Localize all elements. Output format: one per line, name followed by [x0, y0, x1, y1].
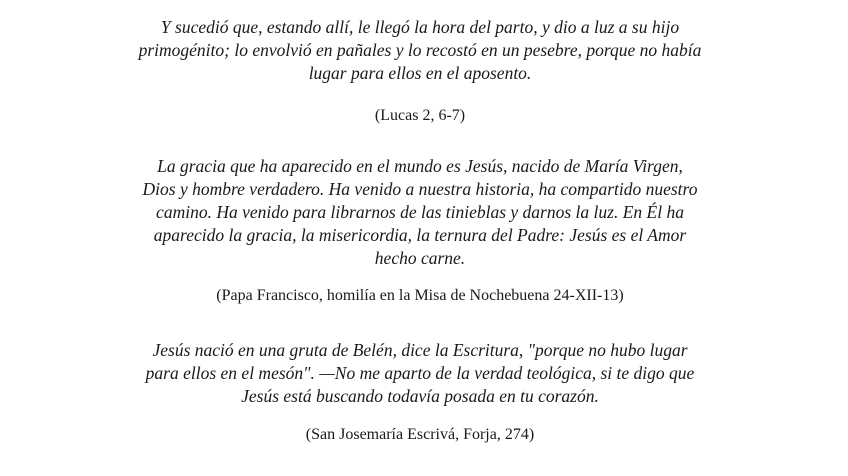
- quote-line: aparecido la gracia, la misericordia, la ternura del Padre: Jesús es el Amor: [153, 225, 687, 245]
- citation-escriva: (San Josemaría Escrivá, Forja, 274): [305, 426, 535, 443]
- quote-line: La gracia que ha aparecido en el mundo es Jesús, nacido de María Virgen,: [157, 156, 683, 176]
- quote-papa-francisco: [90, 155, 750, 270]
- quote-escriva: [90, 339, 750, 408]
- quote-line: para ellos en el mesón". —No me aparto de la verdad teológica, si te digo que: [145, 363, 695, 383]
- quote-line: Jesús está buscando todavía posada en tu corazón.: [241, 386, 599, 406]
- quote-line: Dios y hombre verdadero. Ha venido a nuestra historia, ha compartido nuestro: [142, 179, 698, 199]
- citation-lucas: (Lucas 2, 6-7): [374, 107, 466, 124]
- quote-line: lugar para ellos en el aposento.: [308, 63, 532, 83]
- citation-papa-francisco: (Papa Francisco, homilía en la Misa de Nochebuena 24-XII-13): [216, 287, 624, 304]
- quote-line: Y sucedió que, estando allí, le llegó la hora del parto, y dio a luz a su hijo: [160, 17, 680, 37]
- quote-lucas: [90, 16, 750, 85]
- quote-line: camino. Ha venido para librarnos de las tinieblas y darnos la luz. En Él ha: [156, 202, 684, 222]
- quote-line: primogénito; lo envolvió en pañales y lo recostó en un pesebre, porque no había: [138, 40, 702, 60]
- quote-line: hecho carne.: [374, 248, 466, 268]
- quote-line: Jesús nació en una gruta de Belén, dice la Escritura, "porque no hubo lugar: [152, 340, 688, 360]
